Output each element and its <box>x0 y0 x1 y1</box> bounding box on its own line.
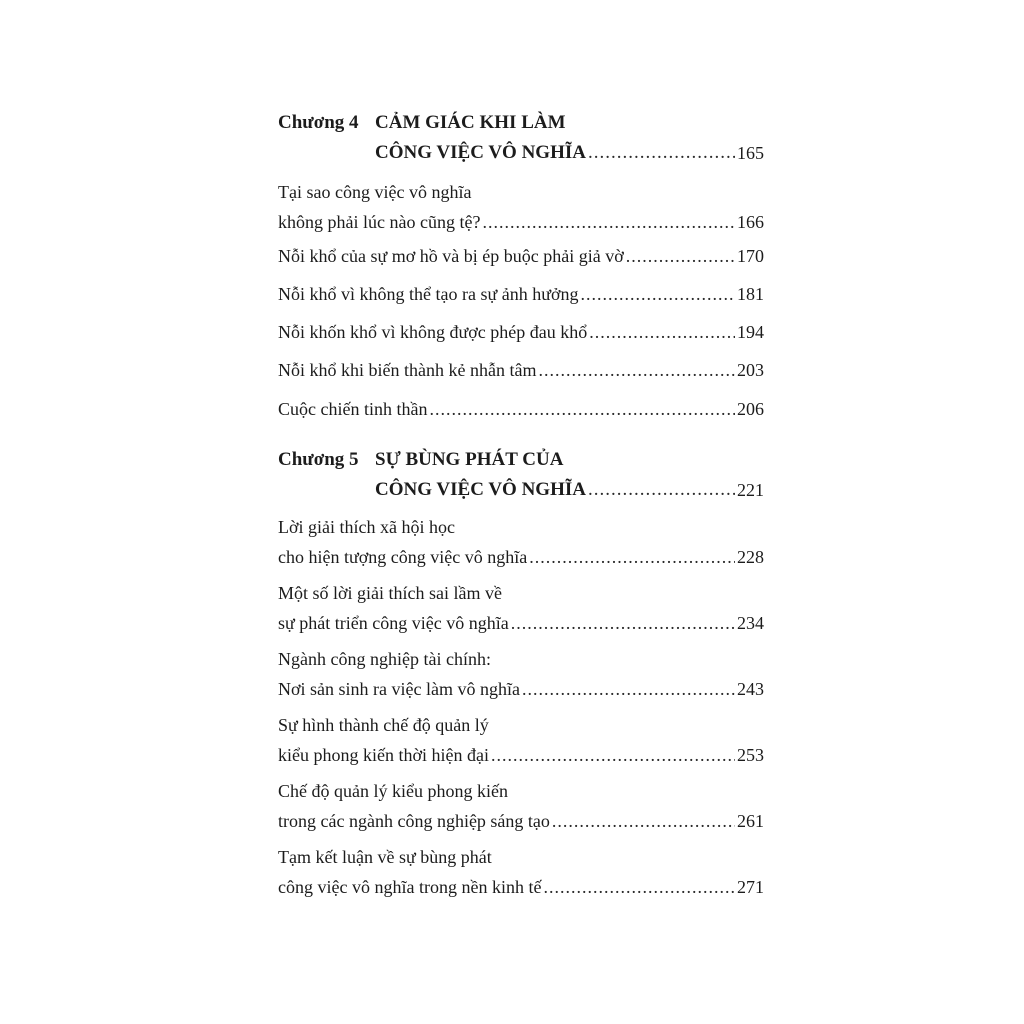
entry-title-line1: Tạm kết luận về sự bùng phát <box>278 847 492 867</box>
dot-leader <box>552 811 735 832</box>
entry-title: Nỗi khổ vì không thể tạo ra sự ảnh hưởng <box>278 284 579 304</box>
entry-title-line2: cho hiện tượng công việc vô nghĩa <box>278 547 528 567</box>
chapter-heading-line1 <box>278 104 764 134</box>
dot-leader <box>522 679 735 700</box>
toc-entry[interactable] <box>278 508 764 568</box>
toc-entry[interactable] <box>278 390 764 420</box>
entry-page-number: 243 <box>737 679 764 699</box>
dot-leader <box>429 399 735 420</box>
chapter-title-line2: CÔNG VIỆC VÔ NGHĨA <box>375 479 586 500</box>
toc-entry[interactable] <box>278 838 764 898</box>
toc-entry[interactable] <box>278 237 764 267</box>
entry-page-number: 206 <box>737 399 764 419</box>
dot-leader <box>482 212 735 233</box>
toc-entry[interactable] <box>278 173 764 233</box>
entry-title-line2: sự phát triển công việc vô nghĩa <box>278 613 509 633</box>
entry-page-number: 166 <box>737 212 764 232</box>
entry-page-number: 228 <box>737 547 764 567</box>
dot-leader <box>588 479 735 501</box>
entry-title-line2: kiểu phong kiến thời hiện đại <box>278 745 489 765</box>
entry-title-line1: Ngành công nghiệp tài chính: <box>278 649 491 669</box>
entry-title: Cuộc chiến tinh thần <box>278 399 428 419</box>
chapter-heading-line2[interactable] <box>278 471 764 501</box>
dot-leader <box>491 745 735 766</box>
chapter-label: Chương 5 <box>278 449 359 470</box>
toc-entry[interactable] <box>278 706 764 766</box>
entry-title-line1: Chế độ quản lý kiểu phong kiến <box>278 781 508 801</box>
toc-entry[interactable] <box>278 772 764 832</box>
dot-leader <box>588 142 735 164</box>
toc-entry[interactable] <box>278 313 764 343</box>
entry-title-line1: Một số lời giải thích sai lầm về <box>278 583 502 603</box>
chapter-page-number: 165 <box>737 143 764 163</box>
chapter-page-number: 221 <box>737 480 764 500</box>
entry-page-number: 253 <box>737 745 764 765</box>
entry-title-line2: trong các ngành công nghiệp sáng tạo <box>278 811 550 831</box>
dot-leader <box>511 613 735 634</box>
dot-leader <box>589 322 735 343</box>
chapter-heading-line2[interactable] <box>278 134 764 164</box>
chapter-5 <box>278 441 764 501</box>
entry-page-number: 181 <box>737 284 764 304</box>
entry-title-line1: Tại sao công việc vô nghĩa <box>278 182 472 202</box>
dot-leader <box>626 246 735 267</box>
toc-entry[interactable] <box>278 351 764 381</box>
entry-title-line1: Sự hình thành chế độ quản lý <box>278 715 489 735</box>
dot-leader <box>538 360 735 381</box>
entry-title-line1: Lời giải thích xã hội học <box>278 517 455 537</box>
dot-leader <box>543 877 735 898</box>
entry-page-number: 194 <box>737 322 764 342</box>
toc-entry[interactable] <box>278 574 764 634</box>
entry-title-line2: Nơi sản sinh ra việc làm vô nghĩa <box>278 679 520 699</box>
entry-page-number: 271 <box>737 877 764 897</box>
dot-leader <box>581 284 736 305</box>
entry-title: Nỗi khổ khi biến thành kẻ nhẫn tâm <box>278 360 537 380</box>
chapter-title-line2: CÔNG VIỆC VÔ NGHĨA <box>375 142 586 163</box>
entry-title: Nỗi khổ của sự mơ hồ và bị ép buộc phải giả vờ <box>278 246 624 266</box>
entry-page-number: 203 <box>737 360 764 380</box>
chapter-label: Chương 4 <box>278 112 359 133</box>
chapter-4 <box>278 104 764 164</box>
toc-entry[interactable] <box>278 275 764 305</box>
chapter-title-line1: SỰ BÙNG PHÁT CỦA <box>375 449 564 470</box>
entry-title-line2: công việc vô nghĩa trong nền kinh tế <box>278 877 542 897</box>
entry-page-number: 261 <box>737 811 764 831</box>
entry-page-number: 170 <box>737 246 764 266</box>
entry-page-number: 234 <box>737 613 764 633</box>
chapter-heading-line1 <box>278 441 764 471</box>
toc-entry[interactable] <box>278 640 764 700</box>
chapter-title-line1: CẢM GIÁC KHI LÀM <box>375 112 566 133</box>
entry-title: Nỗi khốn khổ vì không được phép đau khổ <box>278 322 588 342</box>
dot-leader <box>529 547 735 568</box>
entry-title-line2: không phải lúc nào cũng tệ? <box>278 212 481 232</box>
